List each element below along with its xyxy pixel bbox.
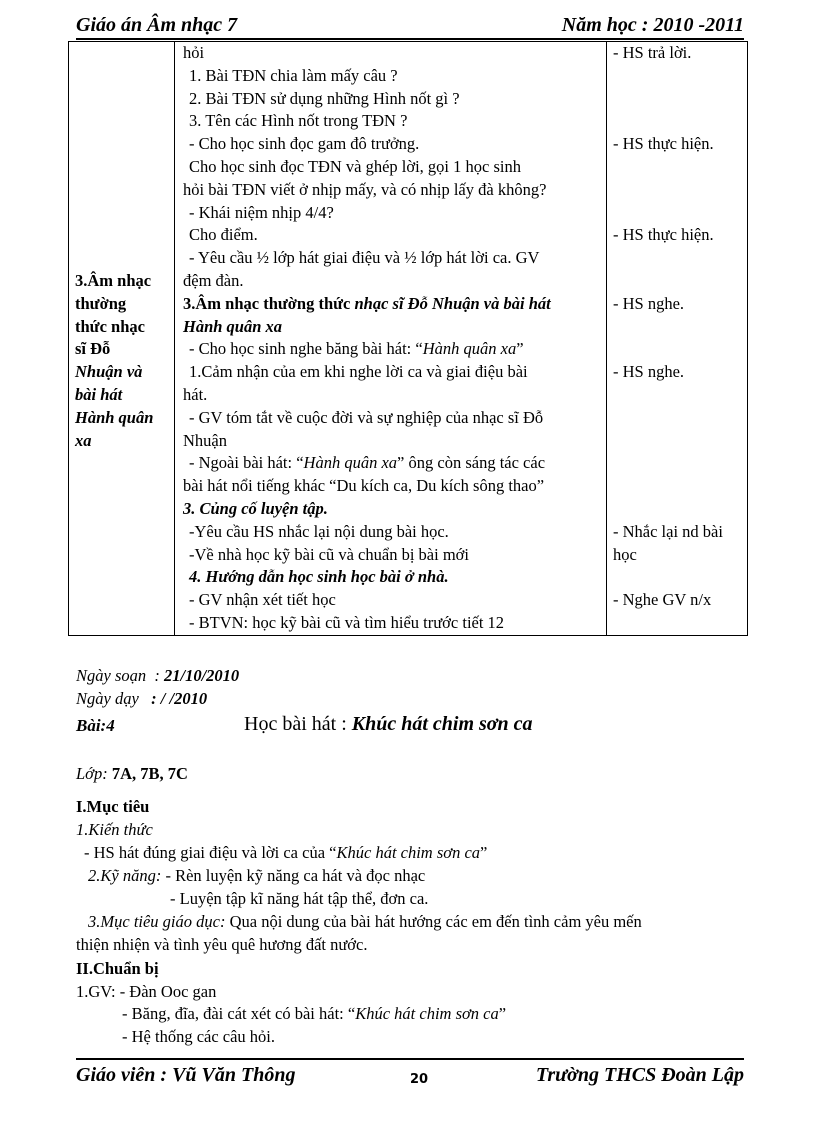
header-school-year: Năm học : 2010 -2011 xyxy=(561,14,744,36)
edu-text-1: Qua nội dung của bài hát hướng các em đến tình cảm yêu mến xyxy=(229,912,642,931)
activity-line: -Yêu cầu HS nhắc lại nội dung bài học. xyxy=(189,521,449,541)
section-label-line: xa xyxy=(75,430,92,450)
footer-school: Trường THCS Đoàn Lập xyxy=(535,1064,744,1086)
section-label-line: thường xyxy=(75,293,127,313)
skills-line-1 xyxy=(88,866,425,886)
student-activity-line xyxy=(607,247,747,270)
knowledge-song: Khúc hát chim sơn ca xyxy=(336,843,481,862)
class-line xyxy=(76,764,188,784)
skills-text-1: - Rèn luyện kỹ năng ca hát và đọc nhạc xyxy=(165,866,426,885)
lesson-title-prefix: Học bài hát : xyxy=(244,713,347,735)
activity-line: 3.Âm nhạc thường thức nhạc sĩ Đỗ Nhuận và bài hát xyxy=(183,293,551,313)
student-activity-line xyxy=(607,430,747,453)
date-taught-value: : / /2010 xyxy=(151,689,208,708)
student-activity-line xyxy=(607,65,747,88)
objectives-heading: I.Mục tiêu xyxy=(76,797,150,816)
activity-line: Hành quân xa xyxy=(183,316,283,336)
activity-line: - GV tóm tắt về cuộc đời và sự nghiệp của nhạc sĩ Đỗ xyxy=(189,407,544,427)
student-activity-line xyxy=(607,407,747,430)
lesson-title xyxy=(244,713,533,736)
student-activity-line xyxy=(607,566,747,589)
prep-heading: II.Chuẩn bị xyxy=(76,959,159,978)
student-activity-line xyxy=(607,156,747,179)
activity-line: đệm đàn. xyxy=(183,270,244,290)
section-label-line: sĩ Đỗ xyxy=(75,339,111,359)
student-activity-line xyxy=(607,270,747,293)
edu-line-2: thiện nhiện và tình yêu quê hương đất nước. xyxy=(76,935,368,954)
gv-line-3: - Hệ thống các câu hỏi. xyxy=(122,1027,276,1046)
student-activity-line: - HS nghe. xyxy=(613,362,685,382)
knowledge-text-b: ” xyxy=(480,843,488,862)
student-activity-line: - HS thực hiện. xyxy=(613,134,714,154)
student-activity-line xyxy=(607,612,747,635)
student-activity-line xyxy=(607,88,747,111)
student-activity-line xyxy=(607,338,747,361)
section-label-line: Nhuận và xyxy=(75,362,143,382)
student-activity-line: - HS trả lời. xyxy=(613,43,692,62)
footer-teacher: Giáo viên : Vũ Văn Thông xyxy=(76,1064,296,1086)
lesson-number: Bài:4 xyxy=(76,716,115,735)
activity-line: - Yêu cầu ½ lớp hát giai điệu và ½ lớp hát lời ca. GV xyxy=(189,248,540,268)
gv-text-a: - Băng, đĩa, đài cát xét có bài hát: “ xyxy=(122,1004,356,1023)
activity-line: - Ngoài bài hát: “Hành quân xa” ông còn sáng tác các xyxy=(189,453,546,473)
student-activity-line: học xyxy=(613,544,637,564)
skills-label: 2.Kỹ năng: xyxy=(88,866,162,885)
section-label xyxy=(69,270,174,452)
activity-line: 3. Củng cố luyện tập. xyxy=(183,498,328,518)
activity-line: bài hát nổi tiếng khác “Du kích ca, Du kích sông thao” xyxy=(183,476,545,496)
activity-line: 1. Bài TĐN chia làm mấy câu ? xyxy=(189,65,398,85)
knowledge-text xyxy=(84,843,487,863)
student-activity-line: - HS nghe. xyxy=(613,293,685,313)
student-activity-line xyxy=(607,179,747,202)
student-activity-line xyxy=(607,316,747,339)
edu-line-1 xyxy=(88,912,642,932)
knowledge-heading: 1.Kiến thức xyxy=(76,820,153,839)
section-column xyxy=(69,42,175,636)
date-taught-label: Ngày dạy xyxy=(76,689,139,708)
activity-line: hỏi bài TĐN viết ở nhịp mấy, và có nhịp lấy đà không? xyxy=(183,179,547,199)
student-activity-line: - Nghe GV n/x xyxy=(613,590,712,610)
knowledge-text-a: - HS hát đúng giai điệu và lời ca của “ xyxy=(84,843,337,862)
page-header xyxy=(76,12,744,40)
activity-line: 4. Hướng dẫn học sinh học bài ở nhà. xyxy=(189,567,449,587)
section-label-line: Hành quân xyxy=(75,407,154,427)
gv-text-b: ” xyxy=(498,1004,507,1023)
class-list: 7A, 7B, 7C xyxy=(111,764,188,783)
activity-line: 2. Bài TĐN sử dụng những Hình nốt gì ? xyxy=(189,88,460,108)
student-activity-line: - Nhắc lại nd bài xyxy=(613,521,723,541)
student-activity-line xyxy=(607,202,747,225)
gv-line-1: 1.GV: - Đàn Ooc gan xyxy=(76,982,217,1001)
activity-line: -Về nhà học kỹ bài cũ và chuẩn bị bài mới xyxy=(189,544,469,564)
date-prepared-label: Ngày soạn xyxy=(76,666,147,685)
class-label: Lớp: xyxy=(76,764,108,783)
activity-line: hát. xyxy=(183,384,208,404)
page-number: 20 xyxy=(410,1072,429,1087)
activity-line: 1.Cảm nhận của em khi nghe lời ca và giai điệu bài xyxy=(189,362,528,382)
activity-line: - Cho học sinh đọc gam đô trưởng. xyxy=(189,134,420,154)
gv-song: Khúc hát chim sơn ca xyxy=(355,1004,499,1023)
activity-line: Cho học sinh đọc TĐN và ghép lời, gọi 1 học sinh xyxy=(189,156,521,176)
teacher-activities-column xyxy=(175,42,607,636)
student-activity-line xyxy=(607,498,747,521)
lesson-plan-table xyxy=(68,41,748,636)
page-footer xyxy=(76,1058,744,1092)
activity-line: hỏi xyxy=(183,43,205,62)
student-activity-line xyxy=(607,475,747,498)
section-label-line: 3.Âm nhạc xyxy=(75,271,152,290)
lesson-title-song: Khúc hát chim sơn ca xyxy=(351,713,533,735)
date-prepared: Ngày soạn : 21/10/2010 xyxy=(76,666,240,685)
activity-line: - GV nhận xét tiết học xyxy=(189,590,336,610)
activity-line: - BTVN: học kỹ bài cũ và tìm hiểu trước tiết 12 xyxy=(189,612,505,632)
student-activity-line xyxy=(607,110,747,133)
student-activity-line: - HS thực hiện. xyxy=(613,225,714,245)
activity-line: Cho điểm. xyxy=(189,225,258,245)
skills-line-2: - Luyện tập kĩ năng hát tập thể, đơn ca. xyxy=(170,889,429,908)
student-activity-line xyxy=(607,384,747,407)
date-prepared-value: 21/10/2010 xyxy=(164,666,240,685)
activity-line: Nhuận xyxy=(183,430,227,450)
date-taught xyxy=(76,689,207,709)
student-activity-line xyxy=(607,452,747,475)
activity-line: - Khái niệm nhịp 4/4? xyxy=(189,202,334,222)
header-subject: Giáo án Âm nhạc 7 xyxy=(76,14,238,36)
section-label-line: thức nhạc xyxy=(75,316,145,336)
gv-line-2 xyxy=(122,1004,506,1024)
activity-line: - Cho học sinh nghe băng bài hát: “Hành quân xa” xyxy=(189,339,524,359)
edu-label: 3.Mục tiêu giáo dục: xyxy=(88,912,226,931)
student-activities-column xyxy=(607,42,748,636)
activity-line: 3. Tên các Hình nốt trong TĐN ? xyxy=(189,111,408,131)
section-label-line: bài hát xyxy=(75,384,123,404)
